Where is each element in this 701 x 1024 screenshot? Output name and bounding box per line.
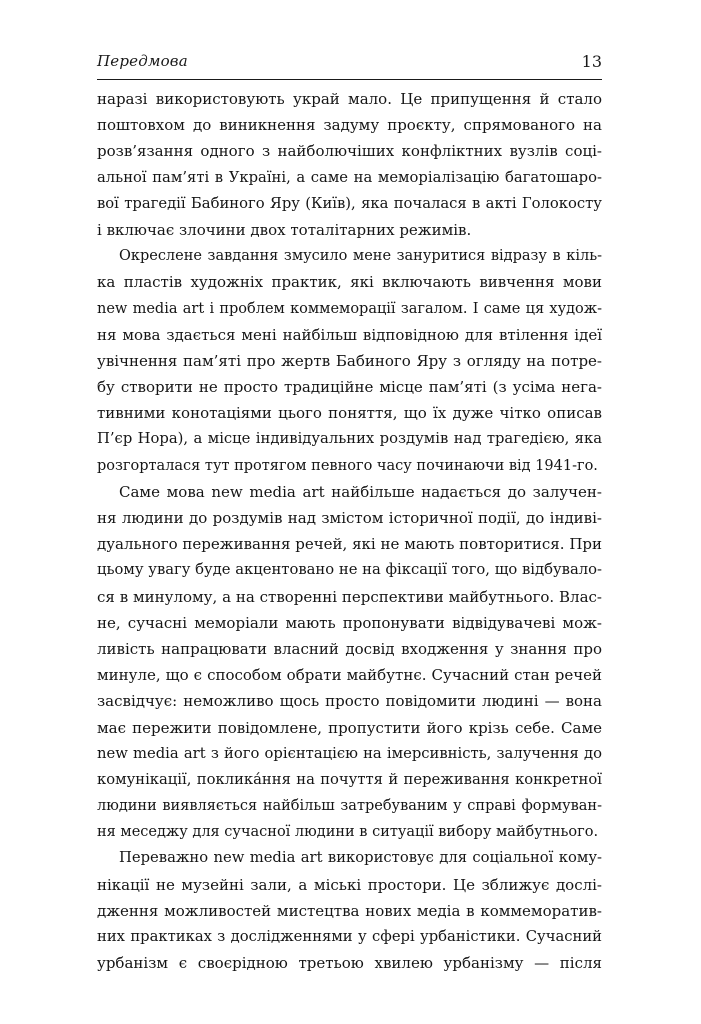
text-line: new media art з його орієнтацією на імерсивність, залучення до: [97, 744, 602, 762]
text-line: комунікації, поклика́ння на почуття й переживання конкретної: [97, 770, 602, 788]
text-line: new media art і проблем коммеморації загалом. І саме ця худож-: [97, 300, 602, 317]
text-line: ка пластів художніх практик, які включають вивчення мови: [97, 273, 602, 292]
body-text: [97, 86, 602, 976]
section-title: Передмова: [97, 52, 188, 70]
text-line: розв’язання одного з найболючіших конфліктних вузлів соці-: [97, 142, 602, 161]
text-line: ня людини до роздумів над змістом історичної події, до індиві-: [97, 509, 602, 527]
text-line: ня меседжу для сучасної людини в ситуації вибору майбутнього.: [97, 824, 599, 841]
text-line: минуле, що є способом обрати майбутнє. Сучасний стан речей: [97, 666, 602, 685]
text-line: увічнення пам’яті про жертв Бабиного Яру з огляду на потре-: [97, 351, 602, 370]
text-line: ня мова здається мені найбільш відповідною для втілення ідеї: [97, 325, 602, 344]
text-line: бу створити не просто традиційне місце пам’яті (з усіма нега-: [97, 378, 602, 397]
text-line: цьому увагу буде акцентовано не на фіксації того, що відбувало-: [97, 561, 602, 579]
text-line: дуального переживання речей, які не мають повторитися. При: [97, 535, 602, 554]
text-line: Переважно new media art використовує для соціальної кому-: [119, 849, 602, 867]
text-line: урбанізм є своєрідною третьою хвилею урбанізму — після: [97, 954, 602, 973]
text-line: тивними конотаціями цього поняття, що їх дуже чітко описав: [97, 404, 602, 423]
text-line: них практиках з дослідженнями у сфері урбаністики. Сучасний: [97, 928, 602, 945]
text-line: має пережити повідомлене, пропустити його крізь себе. Саме: [97, 718, 602, 737]
text-line: вої трагедії Бабиного Яру (Київ), яка почалася в акті Голокосту: [97, 194, 602, 212]
text-line: поштовхом до виникнення задуму проєкту, спрямованого на: [97, 116, 602, 135]
text-line: нікації не музейні зали, а міські простори. Це зближує дослі-: [97, 875, 602, 894]
text-line: ся в минулому, а на створенні перспективи майбутнього. Влас-: [97, 587, 602, 606]
running-head: [97, 48, 602, 78]
page-number: 13: [581, 52, 602, 71]
text-line: розгорталася тут протягом певного часу починаючи від 1941-го.: [97, 457, 598, 474]
text-line: не, сучасні меморіали мають пропонувати відвідувачеві мож-: [97, 613, 602, 632]
text-line: засвідчує: неможливо щось просто повідомити людині — вона: [97, 692, 602, 711]
paragraph: [97, 479, 602, 846]
text-line: Саме мова new media art найбільше надається до залучен-: [119, 482, 602, 501]
text-line: дження можливостей мистецтва нових медіа в коммеморатив-: [97, 901, 602, 920]
paragraph: [97, 243, 602, 479]
text-line: ливість напрацювати власний досвід входження у знання про: [97, 639, 602, 658]
text-line: наразі використовують украй мало. Це припущення й стало: [97, 90, 602, 108]
paragraph: [97, 845, 602, 976]
header-rule: [97, 79, 602, 80]
text-line: людини виявляється найбільш затребуваним у справі формуван-: [97, 798, 602, 815]
text-line: Окреслене завдання змусило мене зануритися відразу в кіль-: [119, 248, 602, 265]
paragraph: [97, 86, 602, 243]
text-line: П’єр Нора), а місце індивідуальних роздумів над трагедією, яка: [97, 430, 602, 448]
text-line: і включає злочини двох тоталітарних режимів.: [97, 220, 472, 239]
text-line: альної пам’яті в Україні, а саме на меморіалізацію багатошаро-: [97, 168, 602, 186]
